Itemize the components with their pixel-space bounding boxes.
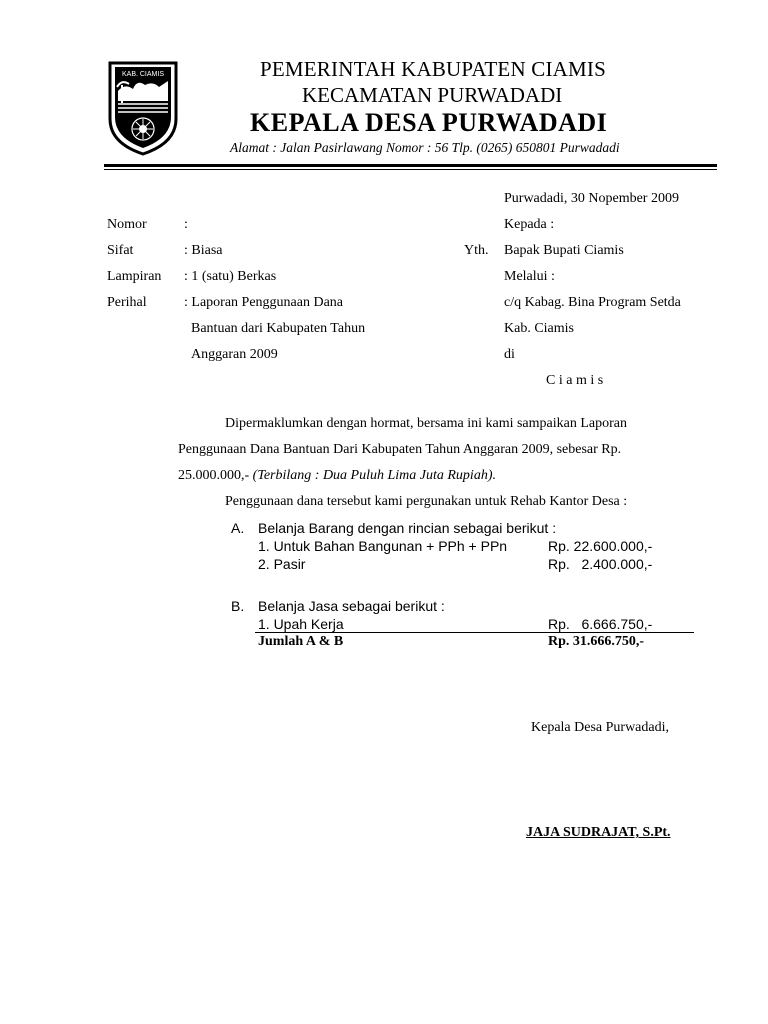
recipient-yth: Yth. <box>464 243 489 258</box>
perihal-continued-2: Anggaran 2009 <box>191 347 278 362</box>
recipient-line: c/q Kabag. Bina Program Setda <box>504 295 681 310</box>
section-a-item-label: 1. Untuk Bahan Bangunan + PPh + PPn <box>258 538 508 554</box>
signature-title: Kepala Desa Purwadadi, <box>531 720 670 735</box>
recipient-line: Bapak Bupati Ciamis <box>504 243 624 258</box>
section-a-title: Belanja Barang dengan rincian sebagai berikut : <box>258 520 557 536</box>
meta-value-lampiran: : 1 (satu) Berkas <box>184 269 277 284</box>
perihal-continued-1: Bantuan dari Kabupaten Tahun <box>191 321 366 336</box>
meta-value-sifat: : Biasa <box>184 243 223 258</box>
header-district: KECAMATAN PURWADADI <box>302 83 563 107</box>
total-rule <box>255 632 694 633</box>
section-b-item-label: 1. Upah Kerja <box>258 616 344 632</box>
section-b-item-amount: Rp. 6.666.750,- <box>548 616 653 632</box>
body-paragraph-1-line-3 <box>178 468 496 484</box>
section-b-title: Belanja Jasa sebagai berikut : <box>258 598 445 614</box>
village-logo <box>107 57 179 157</box>
meta-label-lampiran: Lampiran <box>107 269 162 284</box>
recipient-line: Melalui : <box>504 269 555 284</box>
section-a-item-amount: Rp. 2.400.000,- <box>548 556 653 572</box>
svg-text:KAB. CIAMIS: KAB. CIAMIS <box>121 71 165 78</box>
recipient-line: Kab. Ciamis <box>504 321 574 336</box>
section-a-item-amount: Rp. 22.600.000,- <box>548 538 653 554</box>
total-amount: Rp. 31.666.750,- <box>548 634 645 649</box>
amount-in-words: (Terbilang : Dua Puluh Lima Juta Rupiah). <box>252 468 496 483</box>
signature-name: JAJA SUDRAJAT, S.Pt. <box>526 825 671 840</box>
header-address: Alamat : Jalan Pasirlawang Nomor : 56 Tlp. (0265) 650801 Purwadadi <box>230 140 620 155</box>
meta-label-perihal: Perihal <box>107 295 147 310</box>
amount-number: 25.000.000,- <box>178 468 253 483</box>
section-a-item-label: 2. Pasir <box>258 556 306 572</box>
body-paragraph-1-line-1: Dipermaklumkan dengan hormat, bersama ini kami sampaikan Laporan <box>225 416 627 431</box>
header-rule-thin <box>104 169 717 170</box>
total-label: Jumlah A & B <box>258 634 344 649</box>
header-rule-thick <box>104 164 717 167</box>
body-paragraph-2: Penggunaan dana tersebut kami pergunakan untuk Rehab Kantor Desa : <box>225 494 628 509</box>
body-paragraph-1-line-2: Penggunaan Dana Bantuan Dari Kabupaten Tahun Anggaran 2009, sebesar Rp. <box>178 442 622 457</box>
meta-value-nomor: : <box>184 217 188 232</box>
header-office: KEPALA DESA PURWADADI <box>250 108 608 137</box>
recipient-line: di <box>504 347 515 362</box>
meta-label-sifat: Sifat <box>107 243 134 258</box>
recipient-city: C i a m i s <box>546 373 604 388</box>
section-a-letter: A. <box>231 520 245 536</box>
letter-date: Purwadadi, 30 Nopember 2009 <box>504 191 679 206</box>
section-b-letter: B. <box>231 598 245 614</box>
meta-label-nomor: Nomor <box>107 217 147 232</box>
meta-value-perihal: : Laporan Penggunaan Dana <box>184 295 343 310</box>
recipient-line: Kepada : <box>504 217 555 232</box>
header-government: PEMERINTAH KABUPATEN CIAMIS <box>260 57 606 81</box>
